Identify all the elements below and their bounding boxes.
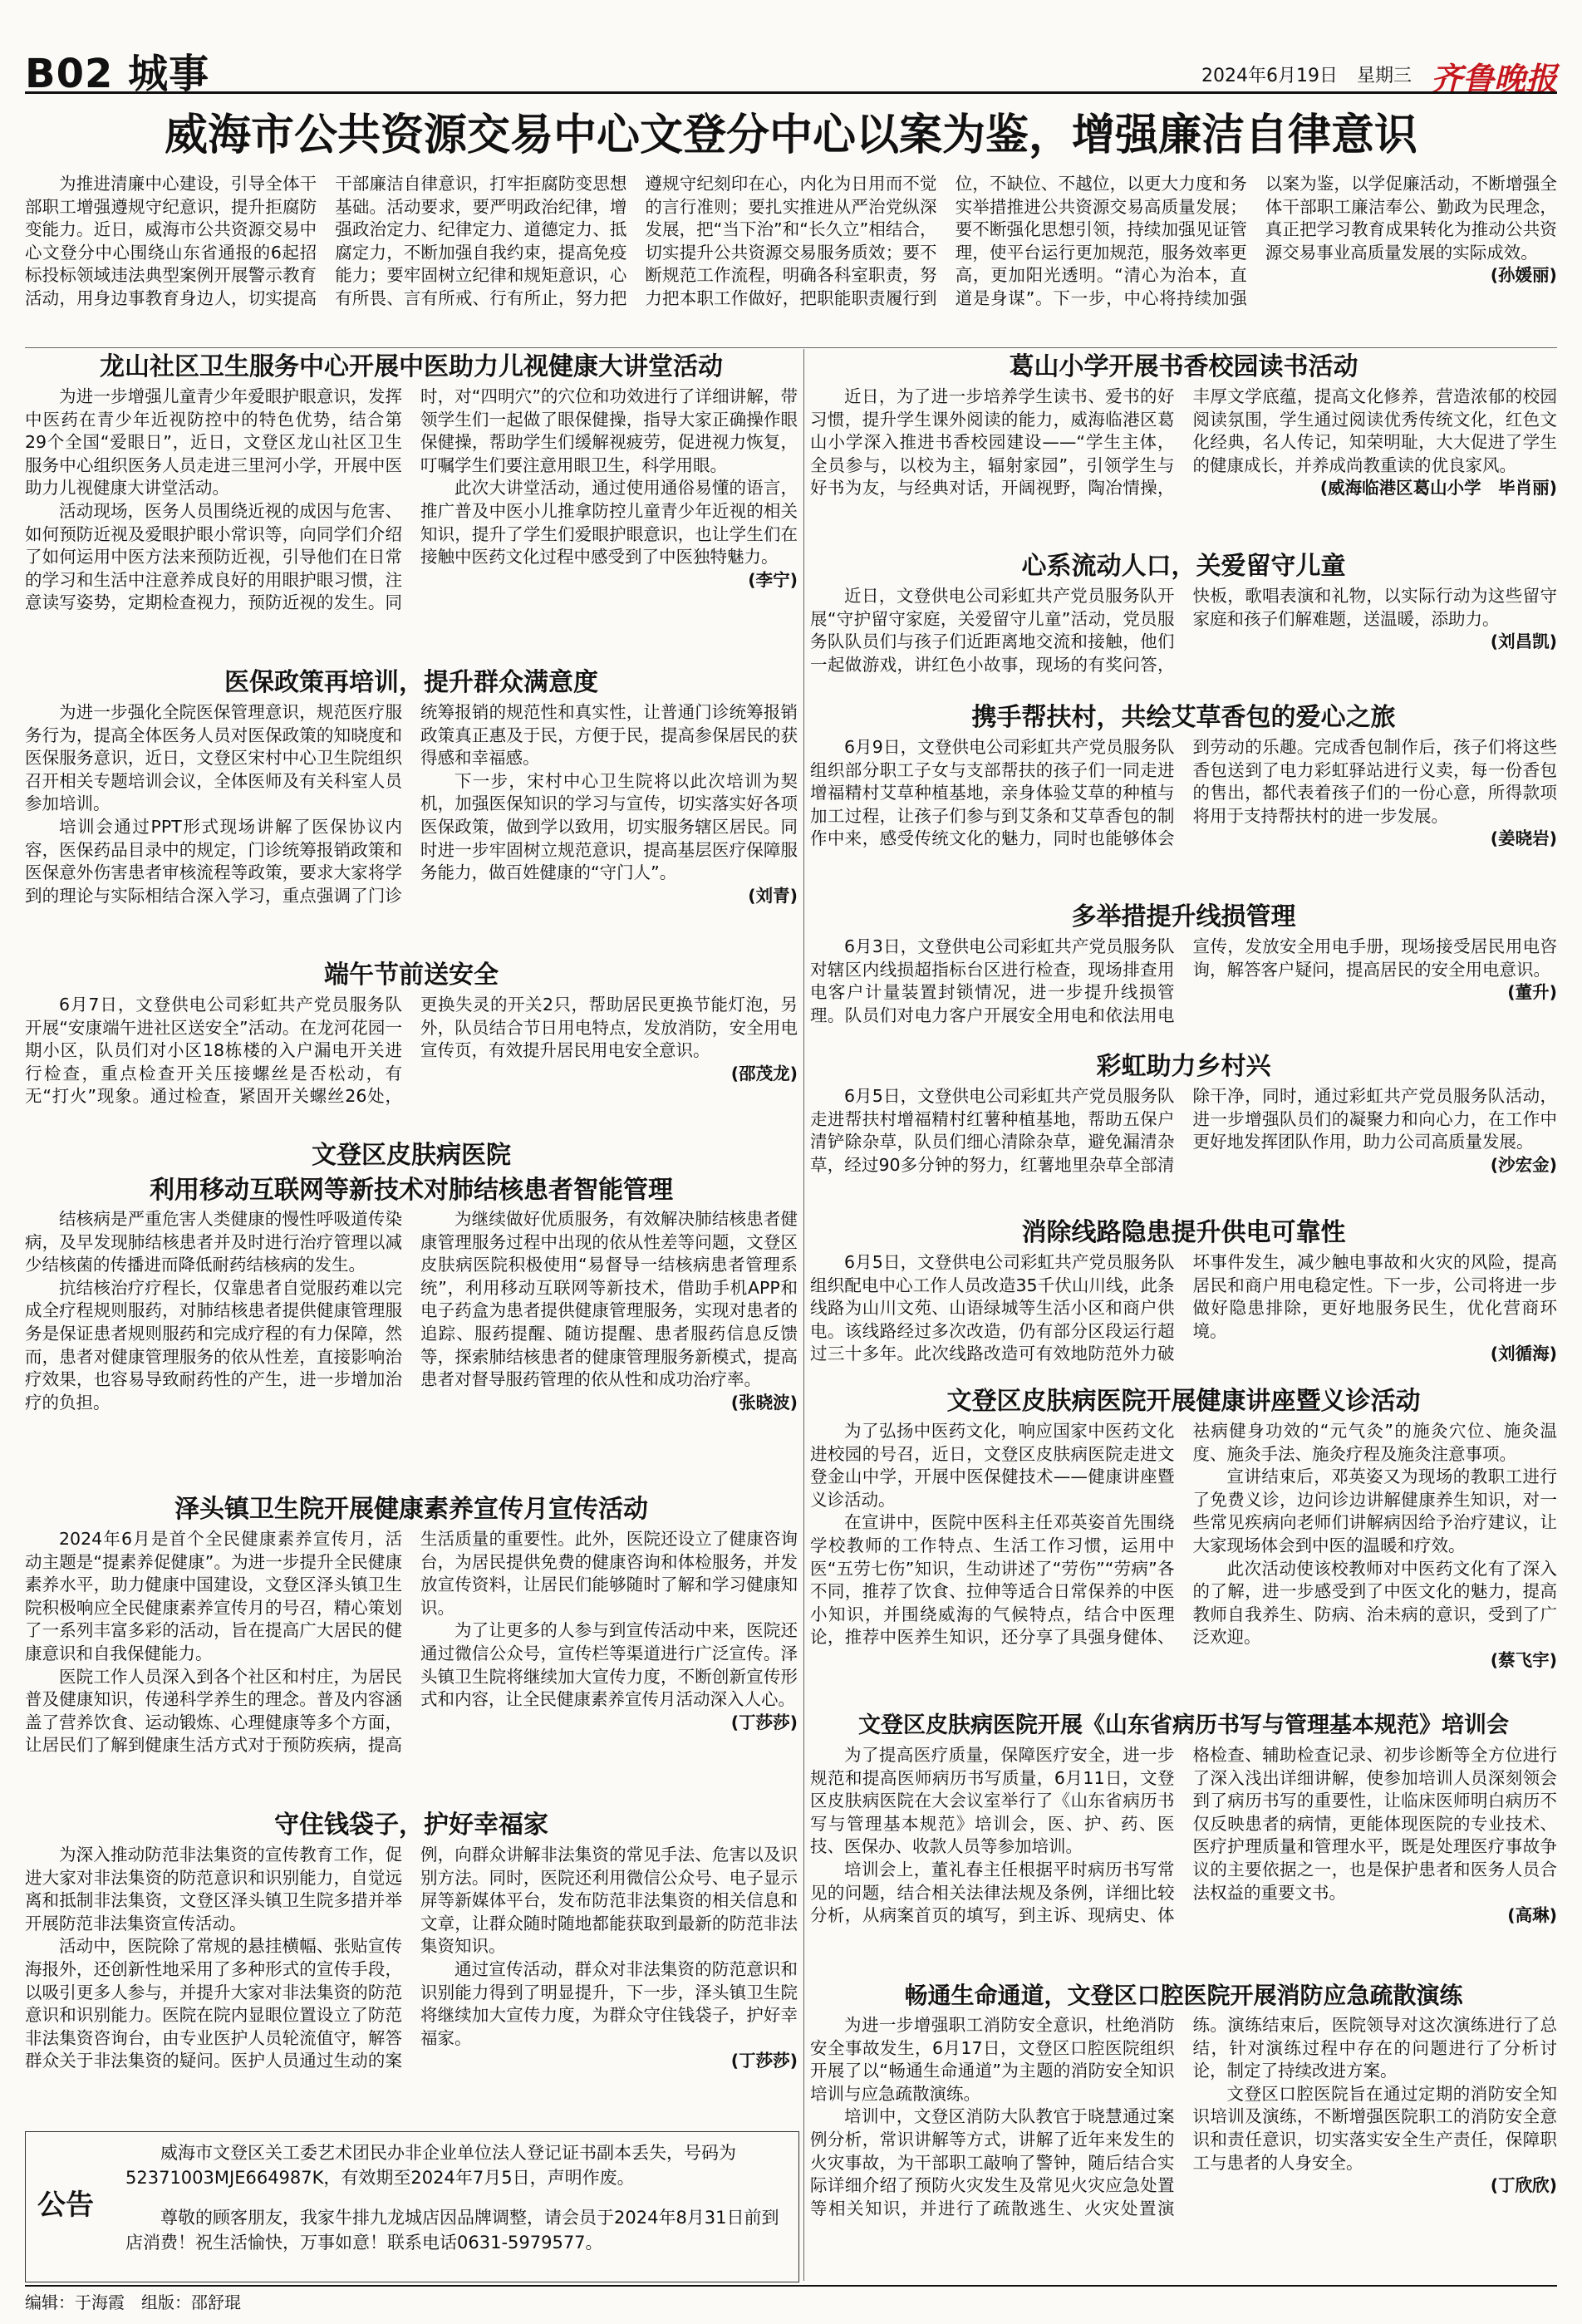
footer-rule	[25, 2285, 1557, 2287]
byline: (邵茂龙)	[730, 1063, 798, 1083]
notice-text	[125, 2140, 782, 2270]
article-line-hazard	[810, 1215, 1557, 1388]
notice-item: 尊敬的顾客朋友，我家牛排九龙城店因品牌调整，请会员于2024年8月31日前到店消费！祝生活愉快，万事如意！联系电话0631-5979577。	[125, 2208, 779, 2253]
article-body: 为深入推动防范非法集资的宣传教育工作，促进大家对非法集资的防范意识和识别能力，自觉远离和抵制非法集资，文登区泽头镇卫生院多措并举开展防范非法集资宣传活动。 活动中，医院除了常规的悬挂横幅、张贴宣传海报外，还创新性地采用了多种形式的宣传手段，以吸引更多人参与，并提升大家对非法集资的防范意识和识别能力。医院在院内显眼位置设立了防范非法集资咨询台，由专业医护人员轮流值守，解答群众关于非法集资的疑问。医护人员通过生动的案例，向群众讲解非法集资的常见手法、危害以及识别方法。同时，医院还利用微信公众号、电子显示屏等新媒体平台，发布防范非法集资的相关信息和文章，让群众随时随地都能获取到最新的防范非法集资知识。 通过宣传活动，群众对非法集资的防范意识和识别能力得到了明显提升，下一步，泽头镇卫生院将继续加大宣传力度，为群众守住钱袋子，护好幸福家。 (丁莎莎)	[25, 1844, 798, 2126]
byline: (高琳)	[1507, 1905, 1557, 1926]
article-line-loss	[810, 899, 1557, 1052]
byline: (蔡飞宇)	[1490, 1649, 1557, 1670]
divider	[25, 347, 1557, 348]
article-fire-drill	[810, 1978, 1557, 2278]
article-health-literacy	[25, 1491, 798, 1819]
article-body: 为进一步强化全院医保管理意识，规范医疗服务行为，提高全体医务人员对医保政策的知晓度和医保服务意识，近日，文登区宋村中心卫生院组织召开相关专题培训会议，全体医师及有关科室人员参加培训。 培训会通过PPT形式现场讲解了医保协议内容，医保药品目录中的规定，门诊统筹报销政策和医保意外伤害患者审核流程等政策，要求大家将学到的理论与实际相结合深入学习，重点强调了门诊统筹报销的规范性和真实性，让普通门诊统筹报销政策真正惠及于民，方便于民，提高参保居民的获得感和幸福感。 下一步，宋村中心卫生院将以此次培训为契机，加强医保知识的学习与宣传，切实落实好各项医保政策，做到学以致用，切实服务辖区居民。同时进一步牢固树立规范意识，提高基层医疗保障服务能力，做百姓健康的“守门人”。 (刘青)	[25, 701, 798, 951]
byline: (刘青)	[748, 885, 798, 906]
article-body: 6月5日，文登供电公司彩虹共产党员服务队走进帮扶村增福精村红薯种植基地，帮助五保户清铲除杂草，队员们细心清除杂草，避免漏清杂草，经过90多分钟的努力，红薯地里杂草全部清除干净，同时，通过彩虹共产党员服务队活动，进一步增强队员们的凝聚力和向心力，在工作中更好地发挥团队作用，助力公司高质量发展。 (沙宏金)	[810, 1085, 1557, 1222]
byline: (孙媛丽)	[1490, 265, 1557, 286]
byline: (丁莎莎)	[730, 1712, 798, 1732]
notice-item: 威海市文登区关工委艺术团民办非企业单位法人登记证书副本丢失，号码为52371003MJE664987K，有效期至2024年7月5日，声明作废。	[125, 2143, 736, 2188]
article-title: 龙山社区卫生服务中心开展中医助力儿视健康大讲堂活动	[100, 352, 723, 381]
article-title: 多举措提升线损管理	[1071, 902, 1296, 931]
article-title: 心系流动人口，关爱留守儿童	[1021, 552, 1346, 581]
article-mugwort-sachet	[810, 700, 1557, 902]
byline: (威海临港区葛山小学 毕肖丽)	[1319, 478, 1557, 499]
article-title: 文登区皮肤病医院	[312, 1141, 511, 1170]
article-body: 为了提高医疗质量，保障医疗安全，进一步规范和提高医师病历书写质量，6月11日，文登区皮肤病医院在大会议室举行了《山东省病历书写与管理基本规范》培训会，医、护、药、医技、医保办、收款人员等参加培训。 培训会上，董礼春主任根据平时病历书写常见的问题，结合相关法律法规及条例，详细比较分析，从病案首页的填写，到主诉、现病史、体格检查、辅助检查记录、初步诊断等全方位进行了深入浅出详细讲解，使参加培训人员深刻领会到了病历书写的重要性，让临床医师明白病历不仅反映患者的病情，更能体现医院的专业技术、医疗护理质量和管理水平，既是处理医疗事故争议的主要依据之一，也是保护患者和医务人员合法权益的重要文书。 (高琳)	[810, 1744, 1557, 1993]
article-free-clinic	[810, 1383, 1557, 1715]
lead-article	[25, 173, 1557, 351]
byline: (丁莎莎)	[730, 2051, 798, 2071]
article-title: 端午节前送安全	[324, 961, 499, 990]
article-title: 泽头镇卫生院开展健康素养宣传月宣传活动	[174, 1495, 648, 1524]
article-title: 医保政策再培训，提升群众满意度	[224, 668, 598, 697]
article-title: 畅通生命通道，文登区口腔医院开展消防应急疏散演练	[904, 1982, 1463, 2009]
byline: (沙宏金)	[1490, 1154, 1557, 1175]
article-body: 6月7日，文登供电公司彩虹共产党员服务队开展“安康端午进社区送安全”活动。在龙河花园一期小区，队员们对小区18栋楼的入户漏电开关进行检查，重点检查开关压接螺丝是否松动，有无“打火”现象。通过检查，紧固开关螺丝26处，更换失灵的开关2只，帮助居民更换节能灯泡，另外，队员结合节日用电特点，发放消防，安全用电宣传页，有效提升居民用电安全意识。 (邵茂龙)	[25, 995, 798, 1107]
article-title: 文登区皮肤病医院开展《山东省病历书写与管理基本规范》培训会	[858, 1712, 1509, 1738]
byline: (丁欣欣)	[1490, 2175, 1557, 2196]
article-dragon-boat	[25, 957, 798, 1110]
notice-box	[25, 2131, 799, 2282]
article-body: 近日，为了进一步培养学生读书、爱书的好习惯，提升学生课外阅读的能力，威海临港区葛山小学深入推进书香校园建设——“学生主体，全员参与，以校为主，辐射家园”，引领学生与好书为友，与经典对话，开阔视野，陶冶情操，丰厚文学底蕴，提高文化修养，营造浓郁的校园阅读氛围，学生通过阅读优秀传统文化，红色文化经典，名人传记，知荣明耻，大大促进了学生的健康成长，并养成尚教重读的优良家风。 (威海临港区葛山小学 毕肖丽)	[810, 386, 1557, 552]
article-title: 消除线路隐患提升供电可靠性	[1021, 1218, 1346, 1247]
article-body: 6月3日，文登供电公司彩虹共产党员服务队对辖区内线损超指标台区进行检查，现场排查用电客户计量装置封锁情况，进一步提升线损管理。队员们对电力客户开展安全用电和依法用电宣传，发放安全用电手册，现场接受居民用电咨询，解答客户疑问，提高居民的安全用电意识。 (董升)	[810, 936, 1557, 1025]
article-medical-insurance	[25, 665, 798, 951]
byline: (董升)	[1507, 982, 1557, 1003]
article-body: 为了弘扬中医药文化，响应国家中医药文化进校园的号召，近日，文登区皮肤病医院走进文登金山中学，开展中医保健技术——健康讲座暨义诊活动。 在宣讲中，医院中医科主任邓英姿首先围绕学校教师的工作特点、生活工作习惯，运用中医“五劳七伤”知识，生动讲述了“劳伤”“劳病”各不同，推荐了饮食、拉伸等适合日常保养的中医小知识，并围绕威海的气候特点，结合中医理论，推荐中医养生知识，还分享了具强身健体、祛病健身功效的“元气灸”的施灸穴位、施灸温度、施灸手法、施灸疗程及施灸注意事项。 宣讲结束后，邓英姿又为现场的教职工进行了免费义诊，边问诊边讲解健康养生知识，对一些常见疾病向老师们讲解病因给予治疗建议，让大家现场体会到中医的温暖和疗效。 此次活动使该校教师对中医药文化有了深入的了解，进一步感受到了中医文化的魅力，提高教师自我养生、防病、治未病的意识，受到了广泛欢迎。 (蔡飞宇)	[810, 1420, 1557, 1715]
article-rural-revitalization	[810, 1049, 1557, 1222]
byline: (刘昌凯)	[1490, 631, 1557, 652]
article-body: 为进一步增强职工消防安全意识，杜绝消防安全事故发生，6月17日，文登区口腔医院组织开展了以“畅通生命通道”为主题的消防安全知识培训与应急疏散演练。 培训中，文登区消防大队教官于晓慧通过案例分析，常识讲解等方式，讲解了近年来发生的火灾事故，为干部职工敲响了警钟，随后结合实际详细介绍了预防火灾发生及常见火灾应急处置等相关知识，并进行了疏散逃生、火灾处置演练。演练结束后，医院领导对这次演练进行了总结，针对演练过程中存在的问题进行了分析讨论，制定了持续改进方案。 文登区口腔医院旨在通过定期的消防安全知识培训及演练，不断增强医院职工的消防安全意识和责任意识，切实落实安全生产责任，保障职工与患者的人身安全。 (丁欣欣)	[810, 2015, 1557, 2218]
article-title: 携手帮扶村，共绘艾草香包的爱心之旅	[971, 703, 1396, 732]
main-headline: 威海市公共资源交易中心文登分中心以案为鉴，增强廉洁自律意识	[164, 110, 1417, 160]
article-tb-management	[25, 1138, 798, 1482]
article-body: 结核病是严重危害人类健康的慢性呼吸道传染病，及早发现肺结核患者并及时进行治疗管理以减少结核菌的传播进而降低耐药结核病的发生。 抗结核治疗疗程长，仅靠患者自觉服药难以完成全疗程规则服药，对肺结核患者提供健康管理服务是保证患者规则服药和完成疗程的有力保障，然而，患者对健康管理服务的依从性差，直接影响治疗效果，也容易导致耐药性的产生，进一步增加治疗的负担。 为继续做好优质服务，有效解决肺结核患者健康管理服务过程中出现的依从性差等问题，文登区皮肤病医院积极使用“易督导一结核病患者管理系统”，利用移动互联网等新技术，借助手机APP和电子药盒为患者提供健康管理服务，实现对患者的追踪、服药提醒、随访提醒、患者服药信息反馈等，探索肺结核患者的健康管理服务新模式，提高患者对督导服药管理的依从性和成功治疗率。 (张晓波)	[25, 1208, 798, 1482]
article-title: 彩虹助力乡村兴	[1096, 1052, 1271, 1081]
article-title: 葛山小学开展书香校园读书活动	[1009, 352, 1358, 381]
article-title: 守住钱袋子，护好幸福家	[274, 1811, 548, 1840]
column-divider	[803, 349, 804, 2281]
article-title: 文登区皮肤病医院开展健康讲座暨义诊活动	[946, 1387, 1421, 1416]
notice-label: 公告	[37, 2189, 94, 2222]
byline: (姜晓岩)	[1490, 828, 1557, 849]
article-body: 6月5日，文登供电公司彩虹共产党员服务队组织配电中心工作人员改造35千伏山川线，此条线路为山川文苑、山语绿城等生活小区和商户供电。该线路经过多次改造，仍有部分区段运行超过三十多年。此次线路改造可有效地防范外力破坏事件发生，减少触电事故和火灾的风险，提高居民和商户用电稳定性。下一步，公司将进一步做好隐患排除，更好地服务民生，优化营商环境。 (刘循海)	[810, 1251, 1557, 1388]
article-left-behind-children	[810, 548, 1557, 714]
lead-body: 为推进清廉中心建设，引导全体干部职工增强遵规守纪意识，提升拒腐防变能力。近日，威海市公共资源交易中心文登分中心围绕山东省通报的6起招标投标领域违法典型案例开展警示教育活动，用身边事教育身边人，切实提高干部廉洁自律意识，打牢拒腐防变思想基础。活动要求，要严明政治纪律，增强政治定力、纪律定力、道德定力、抵腐定力，不断加强自我约束，提高免疫能力；要牢固树立纪律和规矩意识，心有所畏、言有所戒、行有所止，努力把遵规守纪刻印在心，内化为日用而不觉的言行准则；要扎实推进从严治党纵深发展，把“当下治”和“长久立”相结合，切实提升公共资源交易服务质效；要不断规范工作流程，明确各科室职责，努力把本职工作做好，把职能职责履行到位，不缺位、不越位，以更大力度和务实举措推进公共资源交易高质量发展；要不断强化思想引领，持续加强见证管理，使平台运行更加规范，服务效率更高，更加阳光透明。“清心为治本，直道是身谋”。下一步，中心将持续加强以案为鉴，以学促廉活动，不断增强全体干部职工廉洁奉公、勤政为民理念，真正把学习教育成果转化为推动公共资源交易事业高质量发展的实际成效。 (孙媛丽)	[25, 174, 1557, 308]
article-body: 2024年6月是首个全民健康素养宣传月，活动主题是“提素养促健康”。为进一步提升全民健康素养水平，助力健康中国建设，文登区泽头镇卫生院积极响应全民健康素养宣传月的号召，精心策划了一系列丰富多彩的活动，旨在提高广大居民的健康意识和自我保健能力。 医院工作人员深入到各个社区和村庄，为居民普及健康知识，传递科学养生的理念。普及内容涵盖了营养饮食、运动锻炼、心理健康等多个方面，让居民们了解到健康生活方式对于预防疾病，提高生活质量的重要性。此外，医院还设立了健康咨询台，为居民提供免费的健康咨询和体检服务，并发放宣传资料，让居民们能够随时了解和学习健康知识。 为了让更多的人参与到宣传活动中来，医院还通过微信公众号，宣传栏等渠道进行广泛宣传。泽头镇卫生院将继续加大宣传力度，不断创新宣传形式和内容，让全民健康素养宣传月活动深入人心。 (丁莎莎)	[25, 1529, 798, 1756]
byline: (李宁)	[748, 569, 798, 590]
newspaper-logo: 齐鲁晚报	[1430, 60, 1557, 97]
byline: (张晓波)	[730, 1392, 798, 1413]
header-rule	[25, 91, 1557, 94]
issue-date: 2024年6月19日	[1201, 65, 1338, 86]
article-subtitle: 利用移动互联网等新技术对肺结核患者智能管理	[150, 1176, 673, 1205]
article-longshan	[25, 349, 798, 693]
byline: (刘循海)	[1490, 1344, 1557, 1364]
page-code: B02 城事	[25, 51, 210, 97]
article-medical-records-training	[810, 1707, 1557, 1993]
article-body: 近日，文登供电公司彩虹共产党员服务队开展“守护留守家庭，关爱留守儿童”活动，党员服务队队员们与孩子们近距离地交流和接触，他们一起做游戏，讲红色小故事，现场的有奖问答，快板，歌唱表演和礼物，以实际行动为这些留守家庭和孩子们解难题，送温暖，添助力。 (刘昌凯)	[810, 586, 1557, 675]
article-gehsan-reading	[810, 349, 1557, 552]
article-body: 为进一步增强儿童青少年爱眼护眼意识，发挥中医药在青少年近视防控中的特色优势，结合第29个全国“爱眼日”，近日，文登区龙山社区卫生服务中心组织医务人员走进三里河小学，开展中医助力儿视健康大讲堂活动。 活动现场，医务人员围绕近视的成因与危害、如何预防近视及爱眼护眼小常识等，向同学们介绍了如何运用中医方法来预防近视，引导他们在日常的学习和生活中注意养成良好的用眼护眼习惯，注意读写姿势，定期检查视力，预防近视的发生。同时，对“四明穴”的穴位和功效进行了详细讲解，带领学生们一起做了眼保健操，指导大家正确操作眼保健操，帮助学生们缓解视疲劳，促进视力恢复，叮嘱学生们要注意用眼卫生，科学用眼。 此次大讲堂活动，通过使用通俗易懂的语言，推广普及中医小儿推拿防控儿童青少年近视的相关知识，提升了学生们爱眼护眼意识，也让学生们在接触中医药文化过程中感受到了中医独特魅力。 (李宁)	[25, 386, 798, 613]
page-footer: 编辑：于海霞 组版：邵舒琨	[25, 2292, 241, 2312]
article-body: 6月9日，文登供电公司彩虹共产党员服务队组织部分职工子女与支部帮扶的孩子们一同走进增福精村艾草种植基地，亲身体验艾草的种植与加工过程，让孩子们参与到艾条和艾草香包的制作中来，感受传统文化的魅力，同时也能够体会到劳动的乐趣。完成香包制作后，孩子们将这些香包送到了电力彩虹驿站进行义卖，每一份香包的售出，都代表着孩子们的一份心意，所得款项将用于支持帮扶村的进一步发展。 (姜晓岩)	[810, 736, 1557, 902]
article-illegal-fundraising	[25, 1807, 798, 2126]
issue-weekday: 星期三	[1356, 65, 1412, 86]
